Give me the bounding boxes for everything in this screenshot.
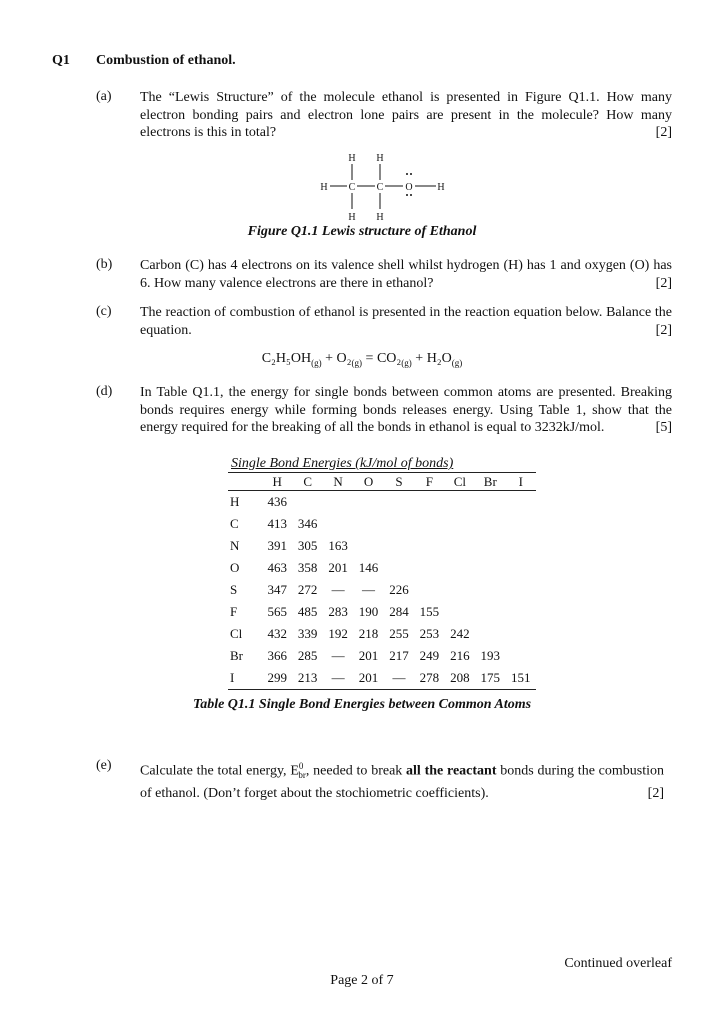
table-cell: 226 xyxy=(389,582,409,597)
table-row-header: Cl xyxy=(230,626,243,641)
eq-state-1: (g) xyxy=(311,357,322,368)
table-row xyxy=(228,667,536,690)
eq-oxygen: O₂ xyxy=(336,351,352,366)
part-c-body: The reaction of combustion of ethanol is presented in the reaction equation below. Balance the equation. xyxy=(140,305,672,338)
part-e-text xyxy=(140,758,664,803)
table-row-header: F xyxy=(230,604,238,619)
part-b-text xyxy=(140,257,672,292)
table-row-header: N xyxy=(230,538,240,553)
part-c-label: (c) xyxy=(96,304,112,319)
table-cell xyxy=(353,491,383,514)
table-cell xyxy=(475,557,505,579)
part-a-label: (a) xyxy=(96,89,112,104)
table-cell: 146 xyxy=(358,560,379,575)
table-cell: 192 xyxy=(328,626,348,641)
table-cell xyxy=(475,491,505,514)
eq-state-4: (g) xyxy=(451,357,463,368)
part-e-sub: br xyxy=(298,770,306,781)
table-row-header: H xyxy=(230,494,240,509)
eq-co2: CO₂ xyxy=(376,351,402,366)
atom-o: O xyxy=(405,182,413,193)
table-column-header: S xyxy=(395,473,403,489)
table-cell: — xyxy=(392,670,406,685)
table-cell xyxy=(414,535,444,557)
table-cell: 391 xyxy=(267,538,287,553)
table-cell: 175 xyxy=(480,670,501,685)
part-a-body: The “Lewis Structure” of the molecule ethanol is presented in Figure Q1.1. How many electron bonding pairs and electron lone pairs are present in the molecule? How many electrons is this in total? xyxy=(140,90,672,141)
table-cell: 216 xyxy=(450,648,470,663)
part-b-label: (b) xyxy=(96,257,113,272)
table-column-header: C xyxy=(303,473,312,489)
table-column-header: Cl xyxy=(453,473,466,489)
table-cell xyxy=(353,513,383,535)
part-e-bold: all the reactant xyxy=(406,763,497,779)
part-b-body: Carbon (C) has 4 electrons on its valence shell whilst hydrogen (H) has 1 and oxygen (O) has 6. How many valence electrons are there in ethanol? xyxy=(140,258,672,291)
table-cell xyxy=(506,645,537,667)
table-cell xyxy=(445,491,475,514)
table-cell: 346 xyxy=(297,516,318,531)
atom-c2: C xyxy=(376,182,384,193)
table-cell xyxy=(384,491,414,514)
table-cell: 218 xyxy=(358,626,379,641)
table-cell xyxy=(445,535,475,557)
part-d-label: (d) xyxy=(96,384,113,399)
table-column-header: Br xyxy=(483,473,497,489)
eq-ethanol: C₂H₅OH xyxy=(261,351,312,366)
table-column-header: N xyxy=(333,473,343,489)
table-cell xyxy=(414,491,444,514)
table-cell: — xyxy=(331,648,345,663)
table-cell xyxy=(506,513,537,535)
eq-state-2: (g) xyxy=(351,357,363,368)
table-cell xyxy=(475,535,505,557)
table-cell xyxy=(323,513,353,535)
part-d-marks: [5] xyxy=(655,420,672,436)
table-cell: 305 xyxy=(297,538,318,553)
table-cell: 565 xyxy=(267,604,287,619)
table-cell: 485 xyxy=(297,604,318,619)
table-corner xyxy=(228,473,262,491)
part-c-marks: [2] xyxy=(655,322,672,338)
table-cell: 193 xyxy=(480,648,501,663)
table-row xyxy=(228,557,536,579)
atom-h6: H xyxy=(376,212,384,223)
table-cell: 201 xyxy=(328,560,348,575)
table-cell: 285 xyxy=(297,648,318,663)
table-cell: 283 xyxy=(328,604,348,619)
bond-energy-table-block xyxy=(228,456,536,690)
table-cell xyxy=(445,579,475,601)
table-cell xyxy=(475,623,505,645)
lewis-structure-figure xyxy=(300,148,460,226)
question-title: Combustion of ethanol. xyxy=(96,53,236,68)
table-caption: Table Q1.1 Single Bond Energies between Common Atoms xyxy=(192,697,532,712)
table-row-header: I xyxy=(230,670,235,685)
table-column-header: O xyxy=(363,473,374,489)
question-number: Q1 xyxy=(52,53,70,68)
combustion-equation xyxy=(0,351,724,368)
page-number: Page 2 of 7 xyxy=(330,973,394,988)
table-row xyxy=(228,513,536,535)
table-row xyxy=(228,535,536,557)
table-cell xyxy=(414,513,444,535)
table-cell xyxy=(506,535,537,557)
table-row xyxy=(228,601,536,623)
table-cell: 208 xyxy=(450,670,470,685)
atom-h1: H xyxy=(348,153,356,164)
part-a-marks: [2] xyxy=(655,125,672,141)
table-cell: 201 xyxy=(358,670,379,685)
table-cell xyxy=(445,601,475,623)
table-cell xyxy=(384,557,414,579)
part-b-marks: [2] xyxy=(655,275,672,291)
table-cell: 299 xyxy=(267,670,287,685)
table-cell: 155 xyxy=(419,604,440,619)
table-cell: 358 xyxy=(297,560,318,575)
table-cell: 432 xyxy=(267,626,287,641)
table-row-header: C xyxy=(230,516,239,531)
table-title: Single Bond Energies (kJ/mol of bonds) xyxy=(231,456,454,471)
atom-h3: H xyxy=(320,182,328,193)
eq-equals: = xyxy=(362,351,377,366)
table-cell xyxy=(506,623,537,645)
continued-overleaf: Continued overleaf xyxy=(564,956,672,971)
table-cell xyxy=(445,557,475,579)
part-a-text xyxy=(140,89,672,142)
table-cell: 272 xyxy=(297,582,318,597)
table-column-header: I xyxy=(518,473,523,489)
table-row xyxy=(228,623,536,645)
table-cell: 339 xyxy=(297,626,318,641)
table-cell: 213 xyxy=(297,670,318,685)
part-d-body: In Table Q1.1, the energy for single bonds between common atoms are presented. Breaking bonds requires energy while forming bonds releases energy. Using Table 1, show that the energy required for the breaking of all the bonds in ethanol is equal to 3232kJ/mol. xyxy=(140,385,672,436)
table-body xyxy=(228,491,536,690)
table-column-header: H xyxy=(272,473,282,489)
atom-h4: H xyxy=(437,182,445,193)
table-cell: 190 xyxy=(358,604,379,619)
part-e-marks: [2] xyxy=(647,786,664,802)
table-cell: 278 xyxy=(419,670,440,685)
table-row xyxy=(228,491,536,514)
table-cell: 201 xyxy=(358,648,379,663)
table-cell xyxy=(475,513,505,535)
table-cell: 413 xyxy=(267,516,287,531)
table-row xyxy=(228,645,536,667)
table-cell: 366 xyxy=(267,648,287,663)
table-cell: 463 xyxy=(267,560,287,575)
table-row-header: Br xyxy=(230,648,243,663)
part-e-label: (e) xyxy=(96,758,112,773)
table-cell xyxy=(353,535,383,557)
table-cell: 255 xyxy=(389,626,409,641)
table-cell xyxy=(384,535,414,557)
part-d-text xyxy=(140,384,672,437)
part-e-body-1: Calculate the total energy, E xyxy=(140,763,299,779)
part-c-text xyxy=(140,304,672,339)
table-row-header: S xyxy=(230,582,238,597)
table-cell: — xyxy=(362,582,376,597)
part-e-body-3: bonds during the combustion of ethanol. (Don’t forget about the stochiometric coefficients). xyxy=(140,763,664,802)
figure-caption: Figure Q1.1 Lewis structure of Ethanol xyxy=(247,224,477,239)
part-e-body-2: , needed to break xyxy=(305,763,407,779)
table-cell: — xyxy=(331,670,345,685)
table-cell xyxy=(292,491,322,514)
table-column-header: F xyxy=(425,473,434,489)
table-cell: 217 xyxy=(389,648,409,663)
table-row xyxy=(228,579,536,601)
table-cell xyxy=(323,491,353,514)
eq-water: H₂O xyxy=(426,351,452,366)
table-cell: 242 xyxy=(450,626,470,641)
table-cell xyxy=(506,557,537,579)
part-e-sup: 0 xyxy=(298,761,304,771)
bond-energy-table xyxy=(228,472,536,690)
table-cell xyxy=(506,601,537,623)
eq-state-3: (g) xyxy=(401,357,412,368)
table-cell xyxy=(475,579,505,601)
table-cell xyxy=(506,491,537,514)
table-cell xyxy=(506,579,537,601)
table-cell xyxy=(475,601,505,623)
table-cell xyxy=(414,579,444,601)
table-cell xyxy=(414,557,444,579)
table-cell xyxy=(384,513,414,535)
table-cell: 151 xyxy=(511,670,531,685)
table-cell: 347 xyxy=(267,582,287,597)
table-cell: 436 xyxy=(267,494,287,509)
table-row-header: O xyxy=(230,560,240,575)
table-cell xyxy=(445,513,475,535)
table-cell: 163 xyxy=(328,538,348,553)
table-header-row xyxy=(228,473,536,491)
table-cell: 249 xyxy=(419,648,440,663)
table-cell: 253 xyxy=(419,626,440,641)
table-cell: — xyxy=(331,582,345,597)
eq-plus-1: + xyxy=(321,351,337,366)
atom-c1: C xyxy=(348,182,356,193)
eq-plus-2: + xyxy=(411,351,427,366)
atom-h5: H xyxy=(348,212,356,223)
table-cell: 284 xyxy=(389,604,409,619)
atom-h2: H xyxy=(376,153,384,164)
